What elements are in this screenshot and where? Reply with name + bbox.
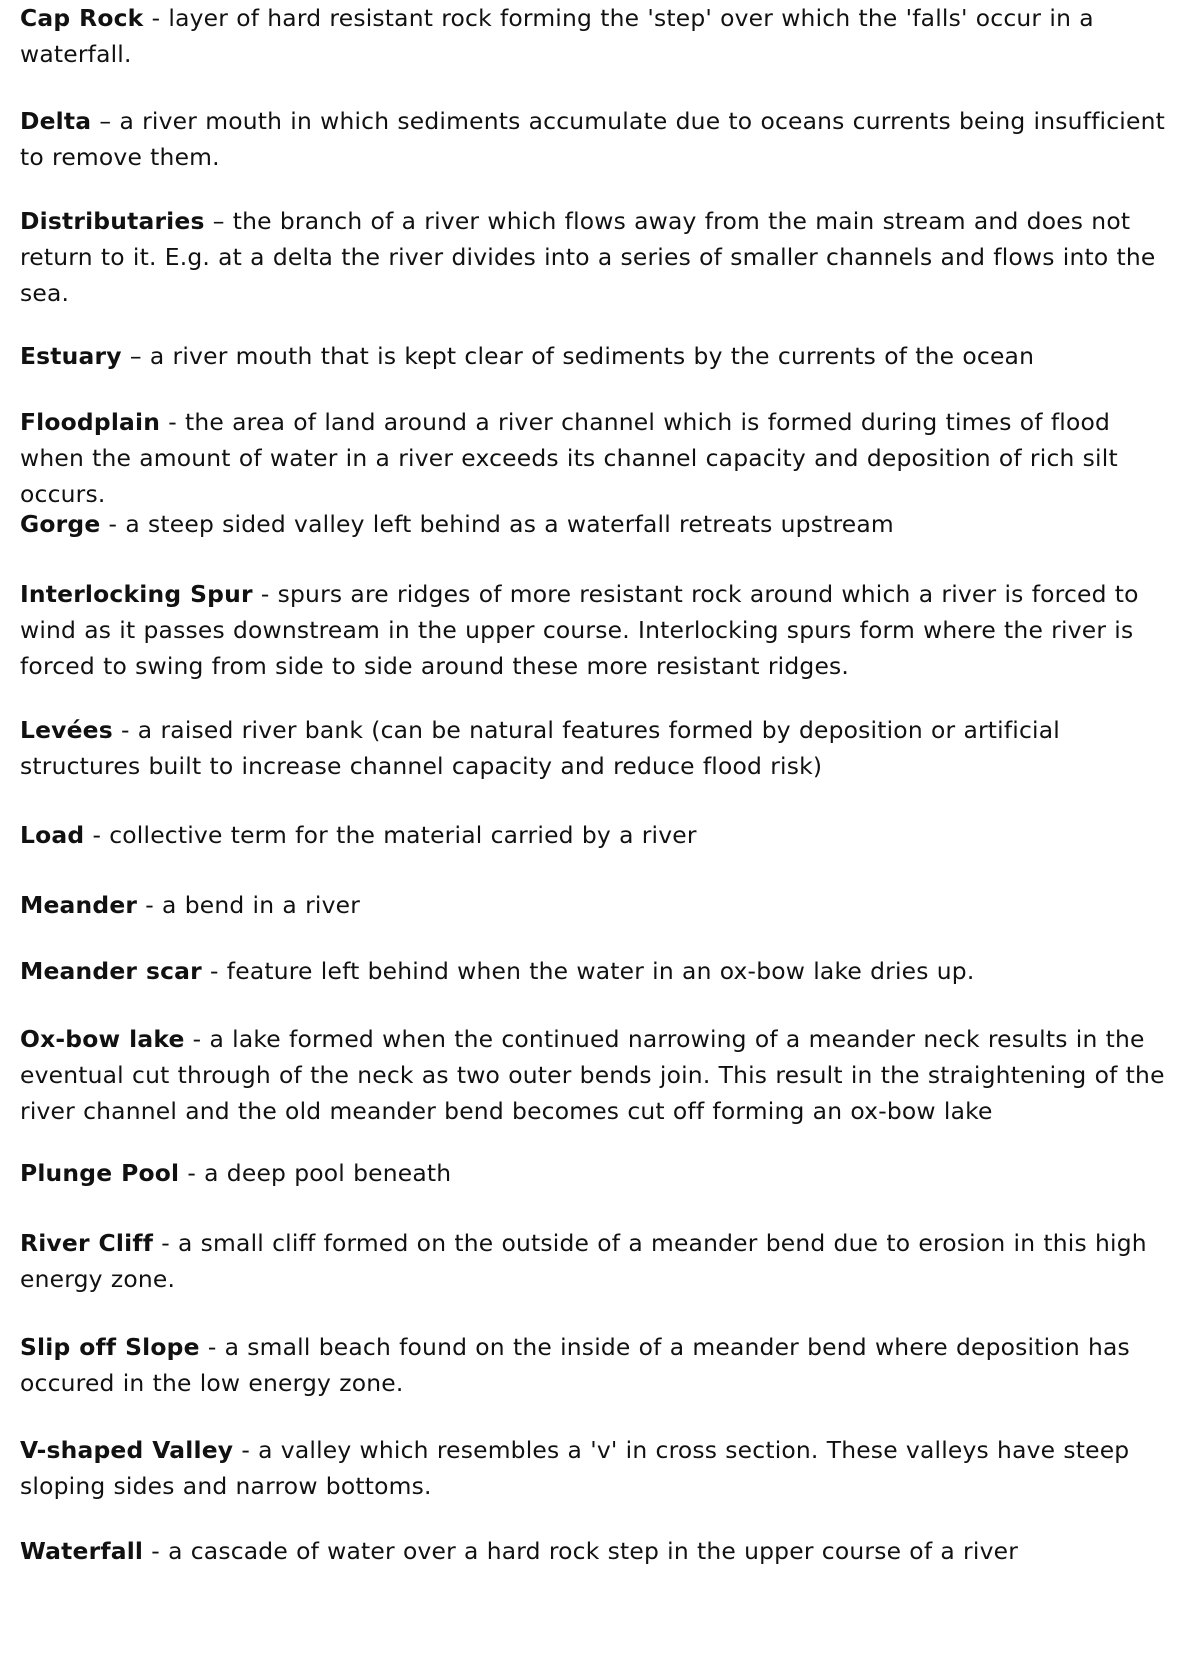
glossary-entry-interlocking-spur bbox=[20, 576, 1180, 684]
separator: - bbox=[143, 4, 169, 32]
separator: - bbox=[143, 1537, 169, 1565]
glossary-entry-floodplain bbox=[20, 404, 1180, 512]
separator: – bbox=[91, 107, 120, 135]
term: Slip off Slope bbox=[20, 1333, 200, 1361]
term: V-shaped Valley bbox=[20, 1436, 234, 1464]
definition: a lake formed when the continued narrowing of a meander neck results in the eventual cut through of the neck as two outer bends join. This result in the straightening of the river channel and the old meander bend becomes cut off forming an ox-bow lake bbox=[20, 1025, 1165, 1125]
glossary-entry-meander-scar bbox=[20, 953, 1180, 989]
glossary-entry-meander bbox=[20, 887, 1180, 923]
glossary-entry-waterfall bbox=[20, 1533, 1180, 1569]
term: River Cliff bbox=[20, 1229, 154, 1257]
glossary-entry-load bbox=[20, 817, 1180, 853]
term: Meander bbox=[20, 891, 138, 919]
term: Ox-bow lake bbox=[20, 1025, 185, 1053]
glossary-entry-delta bbox=[20, 103, 1180, 175]
term: Plunge Pool bbox=[20, 1159, 180, 1187]
glossary-entry-cap-rock bbox=[20, 0, 1180, 72]
separator: - bbox=[153, 1229, 178, 1257]
term: Load bbox=[20, 821, 85, 849]
separator: - bbox=[199, 1333, 225, 1361]
separator: - bbox=[112, 716, 138, 744]
term: Delta bbox=[20, 107, 92, 135]
separator: - bbox=[201, 957, 227, 985]
glossary-entry-slip-off-slope bbox=[20, 1329, 1180, 1401]
separator: - bbox=[160, 408, 186, 436]
definition: a small cliff formed on the outside of a meander bend due to erosion in this high energy zone. bbox=[20, 1229, 1147, 1293]
term: Levées bbox=[20, 716, 113, 744]
term: Gorge bbox=[20, 510, 101, 538]
definition: feature left behind when the water in an ox-bow lake dries up. bbox=[226, 957, 975, 985]
glossary-entry-estuary bbox=[20, 338, 1180, 374]
glossary-entry-plunge-pool bbox=[20, 1155, 1180, 1191]
glossary-entry-distributaries bbox=[20, 203, 1180, 311]
definition: a bend in a river bbox=[162, 891, 361, 919]
term: Floodplain bbox=[20, 408, 161, 436]
definition: the area of land around a river channel which is formed during times of flood when the amount of water in a river exceeds its channel capacity and deposition of rich silt occurs. bbox=[20, 408, 1118, 508]
definition: a cascade of water over a hard rock step in the upper course of a river bbox=[168, 1537, 1019, 1565]
term: Cap Rock bbox=[20, 4, 144, 32]
glossary-entry-ox-bow-lake bbox=[20, 1021, 1180, 1129]
separator: - bbox=[179, 1159, 205, 1187]
definition: a river mouth that is kept clear of sediments by the currents of the ocean bbox=[149, 342, 1035, 370]
definition: a valley which resembles a 'v' in cross section. These valleys have steep sloping sides and narrow bottoms. bbox=[20, 1436, 1130, 1500]
separator: - bbox=[137, 891, 163, 919]
separator: - bbox=[233, 1436, 259, 1464]
separator: – bbox=[204, 207, 233, 235]
separator: - bbox=[184, 1025, 210, 1053]
definition: layer of hard resistant rock forming the 'step' over which the 'falls' occur in a waterfall. bbox=[20, 4, 1094, 68]
glossary-entry-gorge bbox=[20, 506, 1180, 542]
definition: spurs are ridges of more resistant rock around which a river is forced to wind as it passes downstream in the upper course. Interlocking spurs form where the river is forced to swing from side to side around these more resistant ridges. bbox=[20, 580, 1139, 680]
separator: - bbox=[84, 821, 110, 849]
separator: - bbox=[100, 510, 126, 538]
glossary-entry-river-cliff bbox=[20, 1225, 1180, 1297]
term: Estuary bbox=[20, 342, 122, 370]
term: Distributaries bbox=[20, 207, 205, 235]
glossary-entry-v-shaped-valley bbox=[20, 1432, 1180, 1504]
definition: the branch of a river which flows away from the main stream and does not return to it. E.g. at a delta the river divides into a series of smaller channels and flows into the sea. bbox=[20, 207, 1156, 307]
term: Waterfall bbox=[20, 1537, 144, 1565]
definition: a small beach found on the inside of a meander bend where deposition has occured in the low energy zone. bbox=[20, 1333, 1130, 1397]
definition: a deep pool beneath bbox=[204, 1159, 452, 1187]
definition: a steep sided valley left behind as a waterfall retreats upstream bbox=[125, 510, 894, 538]
separator: – bbox=[121, 342, 150, 370]
glossary-entry-levees bbox=[20, 712, 1180, 784]
separator: - bbox=[252, 580, 278, 608]
definition: a raised river bank (can be natural features formed by deposition or artificial structures built to increase channel capacity and reduce flood risk) bbox=[20, 716, 1060, 780]
definition: collective term for the material carried by a river bbox=[109, 821, 697, 849]
definition: a river mouth in which sediments accumulate due to oceans currents being insufficient to remove them. bbox=[20, 107, 1165, 171]
term: Interlocking Spur bbox=[20, 580, 253, 608]
term: Meander scar bbox=[20, 957, 202, 985]
